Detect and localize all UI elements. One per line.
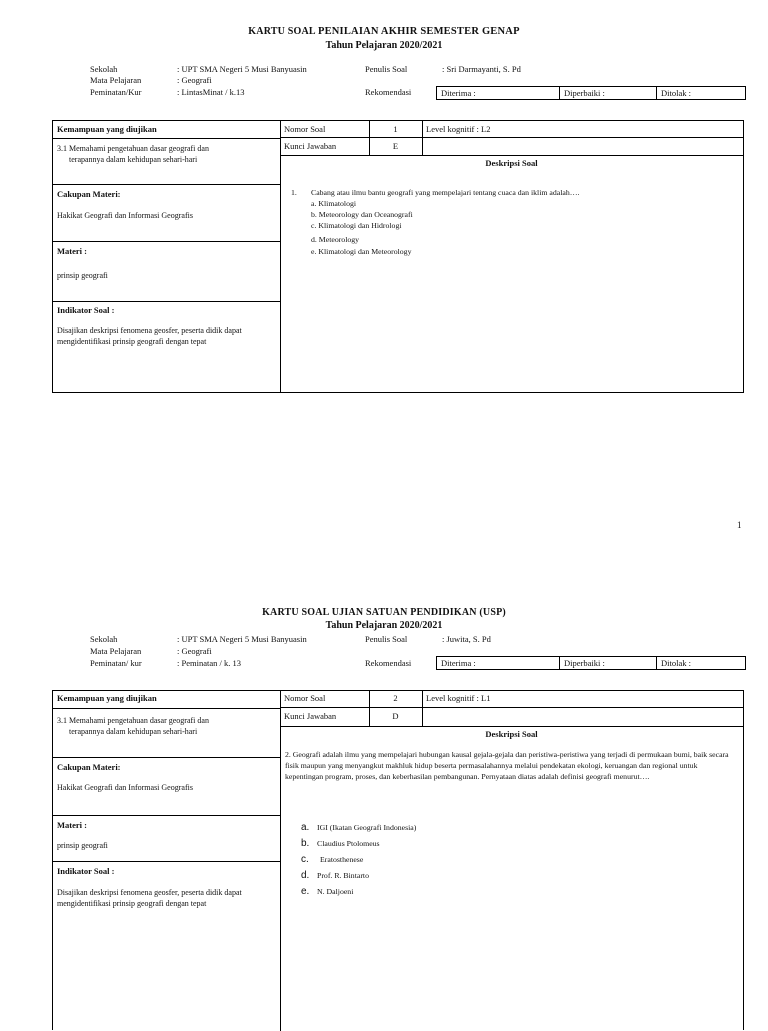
card2-option-a: a. IGI (Ikatan Geografi Indonesia) xyxy=(301,822,417,833)
card2-option-e: e. N. Daljoeni xyxy=(301,886,354,897)
card1-penulis-value: : Sri Darmayanti, S. Pd xyxy=(442,64,521,74)
card1-cakupan-label: Cakupan Materi: xyxy=(57,189,121,199)
card1-mapel-label: Mata Pelajaran xyxy=(90,75,142,85)
card2-option-d: d. Prof. R. Bintarto xyxy=(301,870,369,881)
card1-cakupan-text: Hakikat Geografi dan Informasi Geografis xyxy=(57,211,193,220)
card1-kemampuan-text: 3.1 Memahami pengetahuan dasar geografi dan terapannya dalam kehidupan sehari-hari xyxy=(57,144,209,164)
card2-subtitle: Tahun Pelajaran 2020/2021 xyxy=(325,620,443,631)
card2-penulis-value: : Juwita, S. Pd xyxy=(442,634,491,644)
card2-level: Level kognitif : L1 xyxy=(426,693,491,703)
card1-penulis-label: Penulis Soal xyxy=(365,64,408,74)
card2-kunci-value: D xyxy=(392,711,399,721)
card2-kemampuan-text: 3.1 Memahami pengetahuan dasar geografi dan terapannya dalam kehidupan sehari-hari xyxy=(57,716,209,736)
card1-table xyxy=(52,120,744,393)
card1-question-number: 1. xyxy=(291,188,297,197)
card2-ditolak: Ditolak : xyxy=(656,657,745,669)
card1-deskripsi-label: Deskripsi Soal xyxy=(485,158,538,168)
card2-indikator-label: Indikator Soal : xyxy=(57,866,115,876)
card1-sekolah-label: Sekolah xyxy=(90,64,118,74)
card1-nomor-value: 1 xyxy=(393,124,398,134)
card1-indikator-text: Disajikan deskripsi fenomena geosfer, peserta didik dapat mengidentifikasi prinsip geografi dengan tepat xyxy=(57,326,242,346)
card1-peminatan-value: : LintasMinat / k.13 xyxy=(177,87,245,97)
card2-diterima: Diterima : xyxy=(441,658,476,668)
card1-rekomendasi-label: Rekomendasi xyxy=(365,87,412,97)
card1-kunci-value: E xyxy=(392,141,399,151)
card1-subtitle: Tahun Pelajaran 2020/2021 xyxy=(325,40,443,51)
card2-cakupan-label: Cakupan Materi: xyxy=(57,762,121,772)
card1-diterima: Diterima : xyxy=(441,88,476,98)
card1-ditolak: Ditolak : xyxy=(656,87,745,99)
card2-materi-text: prinsip geografi xyxy=(57,841,108,850)
card2-kunci-label: Kunci Jawaban xyxy=(284,711,337,721)
card1-mapel-value: : Geografi xyxy=(177,75,212,85)
card1-kemampuan-label: Kemampuan yang diujikan xyxy=(57,124,157,134)
card1-indikator-label: Indikator Soal : xyxy=(57,305,115,315)
card1-peminatan-label: Peminatan/Kur xyxy=(90,87,142,97)
card1-sekolah-value: : UPT SMA Negeri 5 Musi Banyuasin xyxy=(177,64,307,74)
card2-mapel-value: : Geografi xyxy=(177,646,212,656)
card2-cakupan-text: Hakikat Geografi dan Informasi Geografis xyxy=(57,783,193,792)
card1-option-a: a. Klimatologi xyxy=(311,199,357,208)
card2-materi-label: Materi : xyxy=(57,820,87,830)
card2-nomor-label: Nomor Soal xyxy=(284,693,326,703)
card2-deskripsi-label: Deskripsi Soal xyxy=(485,729,538,739)
page-number: 1 xyxy=(737,520,742,530)
card1-title: KARTU SOAL PENILAIAN AKHIR SEMESTER GENAP xyxy=(248,26,520,37)
card2-question: 2. Geografi adalah ilmu yang mempelajari hubungan kausal gejala-gejala dan peristiwa-peristiwa yang terjadi di permukaan bumi, baik secara fisik maupun yang menyangkut makhluk hidup beserta permasalahannya melalui pendekatan ekologi, keruangan dan regional untuk kepentingan program, proses, dan keberhasilan pembangunan. Pernyataan diatas adalah definisi geografi menurut…. xyxy=(285,750,729,781)
card2-sekolah-value: : UPT SMA Negeri 5 Musi Banyuasin xyxy=(177,634,307,644)
card1-diperbaiki: Diperbaiki : xyxy=(559,87,656,99)
card1-option-d: d. Meteorology xyxy=(311,235,360,244)
card2-rekomendasi-table xyxy=(436,656,746,670)
card1-materi-text: prinsip geografi xyxy=(57,271,108,280)
card2-table xyxy=(52,690,744,1030)
card2-nomor-value: 2 xyxy=(393,693,398,703)
card1-rekomendasi-table xyxy=(436,86,746,100)
card1-option-b: b. Meteorology dan Oceanografi xyxy=(311,210,413,219)
card2-peminatan-label: Peminatan/ kur xyxy=(90,658,142,668)
card1-nomor-label: Nomor Soal xyxy=(284,124,326,134)
card2-option-b: b. Claudius Ptolomeus xyxy=(301,838,380,849)
card2-mapel-label: Mata Pelajaran xyxy=(90,646,142,656)
card1-kunci-label: Kunci Jawaban xyxy=(284,141,337,151)
card1-level: Level kognitif : L2 xyxy=(426,124,491,134)
card2-sekolah-label: Sekolah xyxy=(90,634,118,644)
card2-title: KARTU SOAL UJIAN SATUAN PENDIDIKAN (USP) xyxy=(262,607,506,618)
card2-diperbaiki: Diperbaiki : xyxy=(559,657,656,669)
card2-option-c: c. Eratosthenese xyxy=(301,854,364,865)
card1-option-c: c. Klimatologi dan Hidrologi xyxy=(311,221,402,230)
card2-penulis-label: Penulis Soal xyxy=(365,634,408,644)
card2-kemampuan-label: Kemampuan yang diujikan xyxy=(57,693,157,703)
card1-question: Cabang atau ilmu bantu geografi yang mempelajari tentang cuaca dan iklim adalah…. xyxy=(311,188,580,197)
card2-peminatan-value: : Peminatan / k. 13 xyxy=(177,658,241,668)
card1-materi-label: Materi : xyxy=(57,246,87,256)
card1-option-e: e. Klimatologi dan Meteorology xyxy=(311,247,412,256)
card2-rekomendasi-label: Rekomendasi xyxy=(365,658,412,668)
card2-indikator-text: Disajikan deskripsi fenomena geosfer, peserta didik dapat mengidentifikasi prinsip geografi dengan tepat xyxy=(57,888,242,908)
